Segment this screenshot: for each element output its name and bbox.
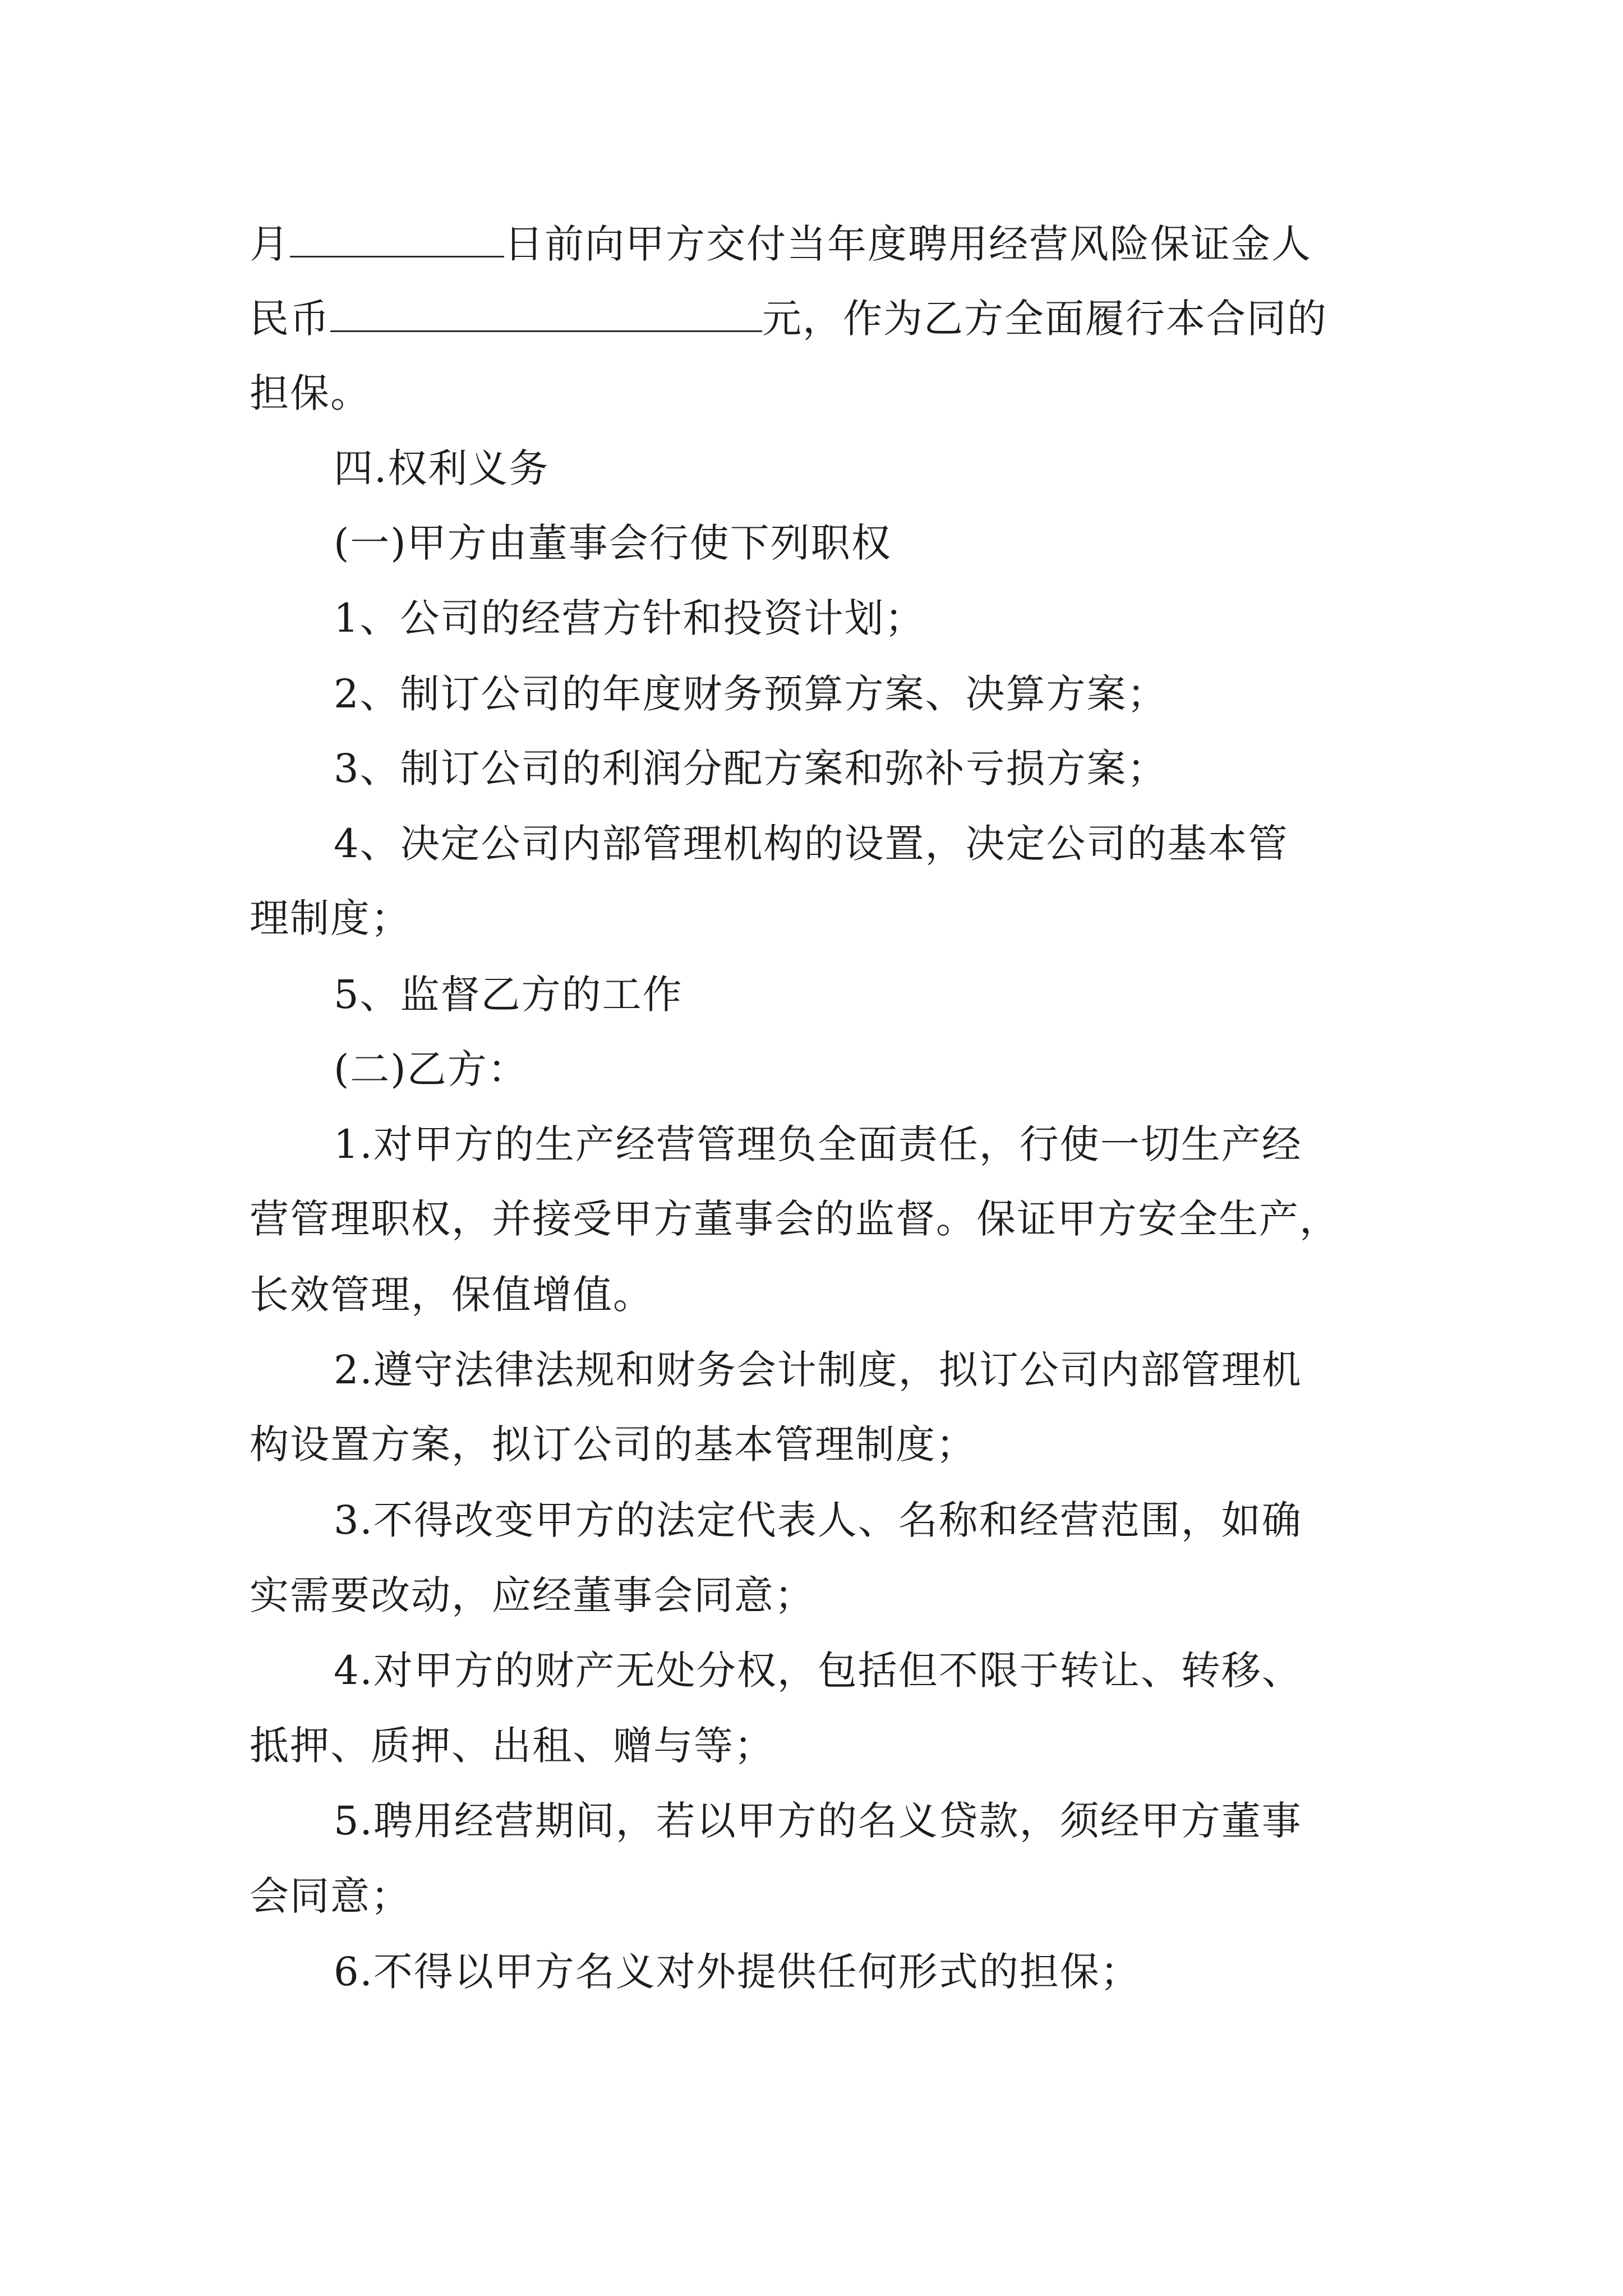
list-item: 1、公司的经营方针和投资计划； — [334, 595, 925, 641]
list-item: 5、监督乙方的工作 — [334, 972, 683, 1018]
fill-in-blank[interactable] — [290, 221, 504, 257]
list-item-continuation: 构设置方案，拟订公司的基本管理制度； — [250, 1421, 976, 1467]
line-text: 民币 — [250, 296, 330, 342]
list-item: 5.聘用经营期间，若以甲方的名义贷款，须经甲方董事 — [334, 1798, 1302, 1844]
paragraph-line — [250, 291, 1327, 347]
line-text: 日前向甲方交付当年度聘用经营风险保证金人 — [504, 221, 1312, 267]
list-item: 6.不得以甲方名义对外提供任何形式的担保； — [334, 1949, 1141, 1995]
list-item-continuation: 理制度； — [250, 895, 411, 941]
section-heading: 四.权利义务 — [334, 445, 550, 491]
line-text: 月 — [250, 221, 290, 267]
list-item: 3.不得改变甲方的法定代表人、名称和经营范围，如确 — [334, 1497, 1302, 1543]
list-item: 3、制订公司的利润分配方案和弥补亏损方案； — [334, 746, 1168, 792]
list-item: 4.对甲方的财产无处分权，包括但不限于转让、转移、 — [334, 1648, 1302, 1694]
subsection-heading: (二)乙方： — [334, 1046, 528, 1092]
list-item: 1.对甲方的生产经营管理负全面责任，行使一切生产经 — [334, 1121, 1302, 1167]
list-item: 4、决定公司内部管理机构的设置，决定公司的基本管 — [334, 821, 1289, 867]
paragraph-line: 担保。 — [250, 370, 371, 416]
subsection-heading: (一)甲方由董事会行使下列职权 — [334, 520, 892, 566]
list-item-continuation: 实需要改动，应经董事会同意； — [250, 1572, 815, 1618]
list-item-continuation: 会同意； — [250, 1873, 411, 1919]
list-item: 2、制订公司的年度财务预算方案、决算方案； — [334, 671, 1168, 717]
paragraph-line — [250, 216, 1312, 272]
list-item-continuation: 抵押、质押、出租、赠与等； — [250, 1723, 774, 1769]
list-item: 2.遵守法律法规和财务会计制度，拟订公司内部管理机 — [334, 1347, 1302, 1393]
line-text: 元，作为乙方全面履行本合同的 — [762, 296, 1327, 342]
list-item-continuation: 营管理职权，并接受甲方董事会的监督。保证甲方安全生产， — [250, 1196, 1340, 1242]
list-item-continuation: 长效管理，保值增值。 — [250, 1272, 653, 1318]
fill-in-blank[interactable] — [330, 296, 762, 332]
